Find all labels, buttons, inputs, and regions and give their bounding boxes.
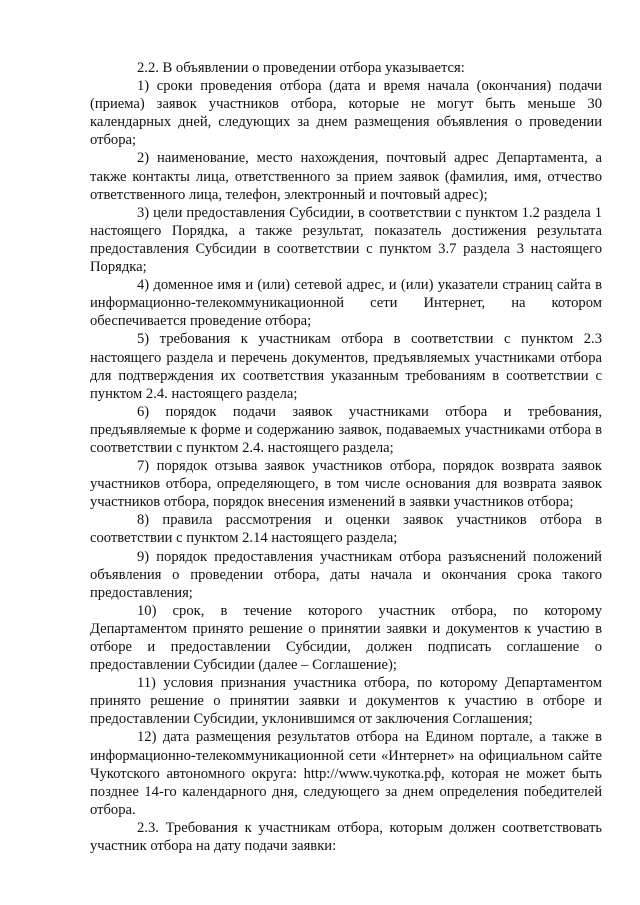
list-item-4: 4) доменное имя и (или) сетевой адрес, и (или) указатели страниц сайта в информационно-телекоммуникационной сети Интернет, на котором обеспечивается проведение отбора; bbox=[90, 277, 602, 330]
list-item-1: 1) сроки проведения отбора (дата и время начала (окончания) подачи (приема) заявок участников отбора, которые не могут быть меньше 30 календарных дней, следующих за днем размещения объявления о проведении отбора; bbox=[90, 78, 602, 149]
list-item-9: 9) порядок предоставления участникам отбора разъяснений положений объявления о проведении отбора, даты начала и окончания срока такого предоставления; bbox=[90, 548, 602, 601]
list-item-11: 11) условия признания участника отбора, по которому Департаментом принято решение о принятии заявки и документов к участию в отборе и предоставлении Субсидии, уклонившимся от заключения Соглашения; bbox=[90, 675, 602, 728]
section-2-2-heading: 2.2. В объявлении о проведении отбора указывается: bbox=[137, 60, 465, 76]
list-item-10: 10) срок, в течение которого участник отбора, по которому Департаментом принято решение о принятии заявки и документов к участию в отборе и предоставлении Субсидии, должен подписать соглашение о предоставлении Субсидии (далее – Соглашение); bbox=[90, 602, 602, 674]
document-page bbox=[90, 59, 602, 855]
list-item-5: 5) требования к участникам отбора в соответствии с пунктом 2.3 настоящего раздела и перечень документов, предъявляемых участниками отбора для подтверждения их соответствия указанным требованиям в соответствии с пунктом 2.4. настоящего раздела; bbox=[90, 331, 602, 402]
section-2-3-heading: 2.3. Требования к участникам отбора, которым должен соответствовать участник отбора на дату подачи заявки: bbox=[90, 819, 602, 855]
list-item-12: 12) дата размещения результатов отбора на Едином портале, а также в информационно-телекоммуникационной сети «Интернет» на официальном сайте Чукотского автономного округа: http://www.чукотка.рф, которая не может быть позднее 14-го календарного дня, следующего за днем определения победителей отбора. bbox=[90, 729, 602, 818]
list-item-7: 7) порядок отзыва заявок участников отбора, порядок возврата заявок участников отбора, определяющего, в том числе основания для возврата заявок участников отбора, порядок внесения изменений в заявки участников отбора; bbox=[90, 458, 602, 511]
list-item-2: 2) наименование, место нахождения, почтовый адрес Департамента, а также контакты лица, ответственного за прием заявок (фамилия, имя, отчество ответственного лица, телефон, электронный и почтовый адрес); bbox=[90, 150, 602, 203]
list-item-6: 6) порядок подачи заявок участниками отбора и требования, предъявляемые к форме и содержанию заявок, подаваемых участниками отбора в соответствии с пунктом 2.4. настоящего раздела; bbox=[90, 403, 602, 456]
list-item-3: 3) цели предоставления Субсидии, в соответствии с пунктом 1.2 раздела 1 настоящего Порядка, а также результат, показатель достижения результата предоставления Субсидии в соответствии с пунктом 3.7 раздела 3 настоящего Порядка; bbox=[90, 204, 602, 276]
list-item-8: 8) правила рассмотрения и оценки заявок участников отбора в соответствии с пунктом 2.14 настоящего раздела; bbox=[90, 512, 602, 547]
